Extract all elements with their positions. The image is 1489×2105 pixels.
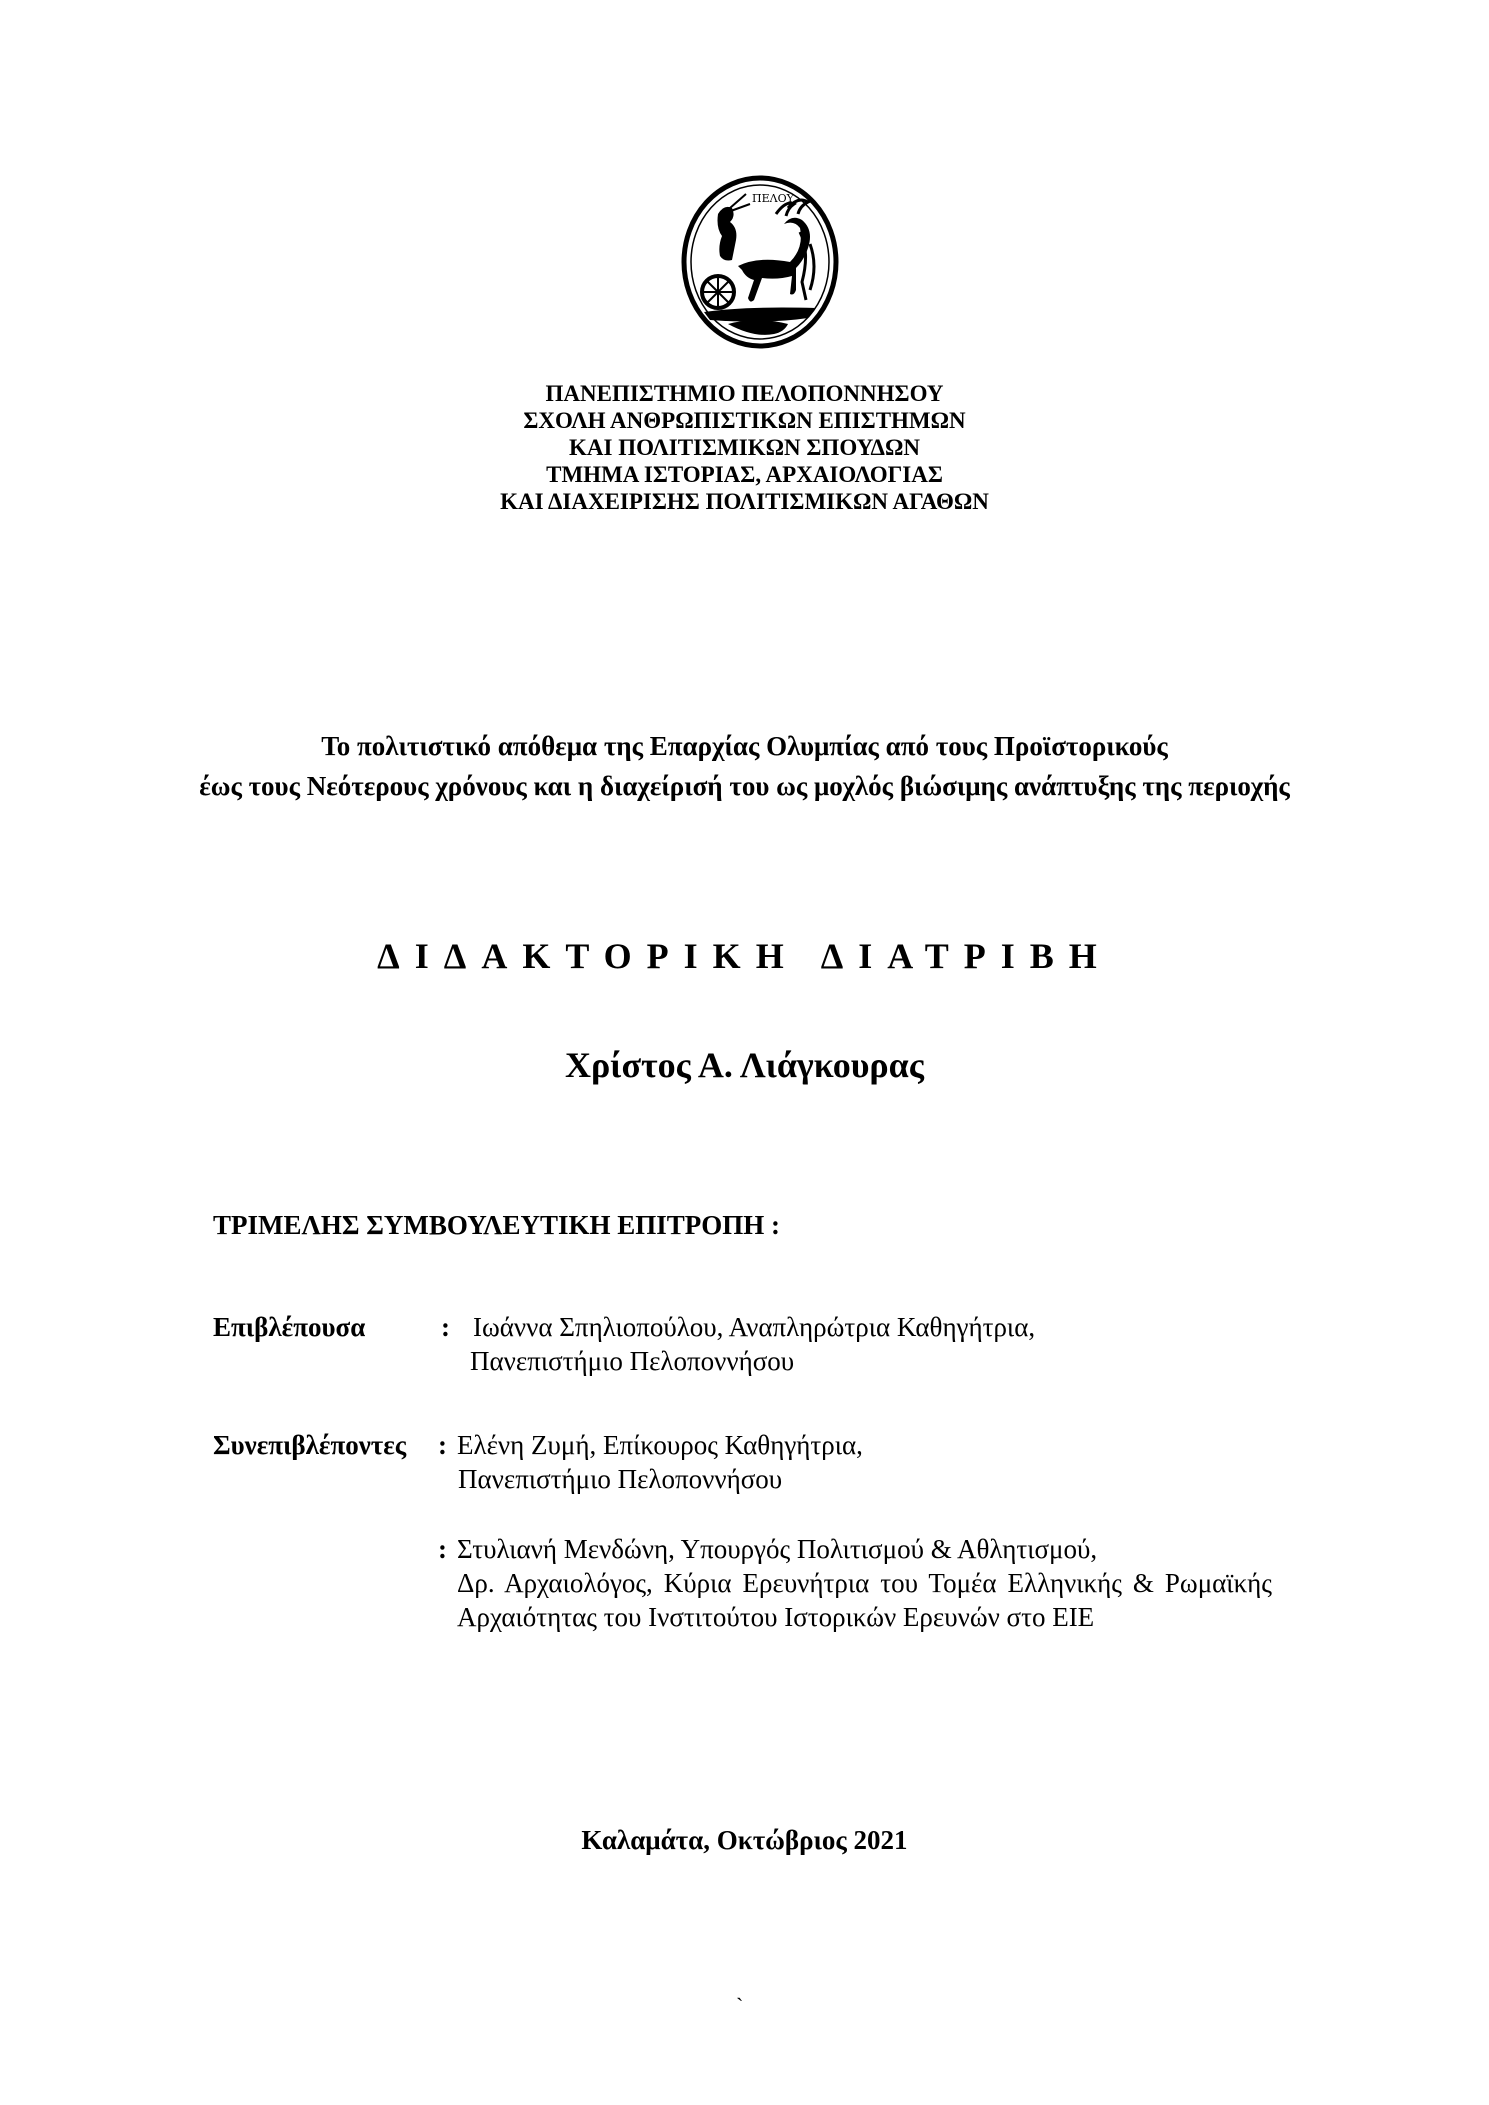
supervisor-role: Επιβλέπουσα	[213, 1312, 366, 1342]
co-supervisor-entry	[213, 1428, 1273, 1498]
thesis-title-line-1: Το πολιτιστικό απόθεμα της Επαρχίας Ολυμπίας από τους Προϊστορικούς	[321, 731, 1168, 761]
thesis-title	[0, 726, 1489, 806]
colon-separator: :	[438, 1430, 447, 1460]
co-supervisors-role: Συνεπιβλέποντες	[213, 1430, 407, 1460]
university-line: ΣΧΟΛΗ ΑΝΘΡΩΠΙΣΤΙΚΩΝ ΕΠΙΣΤΗΜΩΝ	[523, 408, 966, 433]
stray-mark: `	[736, 1993, 744, 2018]
co-supervisor-entry	[213, 1532, 1273, 1672]
co-supervisor-2-details	[457, 1532, 1272, 1634]
committee-heading: ΤΡΙΜΕΛΗΣ ΣΥΜΒΟΥΛΕΥΤΙΚΗ ΕΠΙΤΡΟΠΗ :	[213, 1210, 780, 1240]
thesis-title-line-2: έως τους Νεότερους χρόνους και η διαχείρισή του ως μοχλός βιώσιμης ανάπτυξης της περιοχής	[199, 771, 1290, 801]
co-supervisor-1-line-2: Πανεπιστήμιο Πελοποννήσου	[458, 1464, 783, 1494]
author-name: Χρίστος Α. Λιάγκουρας	[565, 1045, 924, 1085]
university-line: ΚΑΙ ΔΙΑΧΕΙΡΙΣΗΣ ΠΟΛΙΤΙΣΜΙΚΩΝ ΑΓΑΘΩΝ	[500, 489, 989, 514]
chariot-seal-icon	[680, 174, 840, 350]
co-supervisor-2-description: Δρ. Αρχαιολόγος, Κύρια Ερευνήτρια του Τομέα Ελληνικής & Ρωμαϊκής Αρχαιότητας του Ινστιτούτου Ιστορικών Ερευνών στο ΕΙΕ	[457, 1568, 1272, 1632]
supervisor-entry	[213, 1310, 1273, 1380]
colon-separator: :	[441, 1312, 450, 1342]
university-header	[0, 380, 1489, 515]
place-and-date: Καλαμάτα, Οκτώβριος 2021	[581, 1825, 908, 1855]
colon-separator: :	[438, 1534, 447, 1564]
co-supervisor-1-details	[457, 1428, 863, 1496]
thesis-type: ΔΙΔΑΚΤΟΡΙΚΗ ΔΙΑΤΡΙΒΗ	[377, 936, 1112, 976]
university-line: ΠΑΝΕΠΙΣΤΗΜΙΟ ΠΕΛΟΠΟΝΝΗΣΟΥ	[545, 381, 944, 406]
university-line: ΤΜΗΜΑ ΙΣΤΟΡΙΑΣ, ΑΡΧΑΙΟΛΟΓΙΑΣ	[546, 462, 943, 487]
supervisor-line-1: Ιωάννα Σπηλιοπούλου, Αναπληρώτρια Καθηγήτρια,	[473, 1312, 1036, 1342]
seal-inscription: ΠΕΛΟΥ	[752, 192, 794, 205]
co-supervisor-2-line-1: Στυλιανή Μενδώνη, Υπουργός Πολιτισμού & Αθλητισμού,	[457, 1534, 1098, 1564]
co-supervisor-1-line-1: Ελένη Ζυμή, Επίκουρος Καθηγήτρια,	[457, 1430, 863, 1460]
supervisor-details	[461, 1310, 1035, 1378]
university-line: ΚΑΙ ΠΟΛΙΤΙΣΜΙΚΩΝ ΣΠΟΥΔΩΝ	[569, 435, 920, 460]
supervisor-line-2: Πανεπιστήμιο Πελοποννήσου	[470, 1346, 795, 1376]
